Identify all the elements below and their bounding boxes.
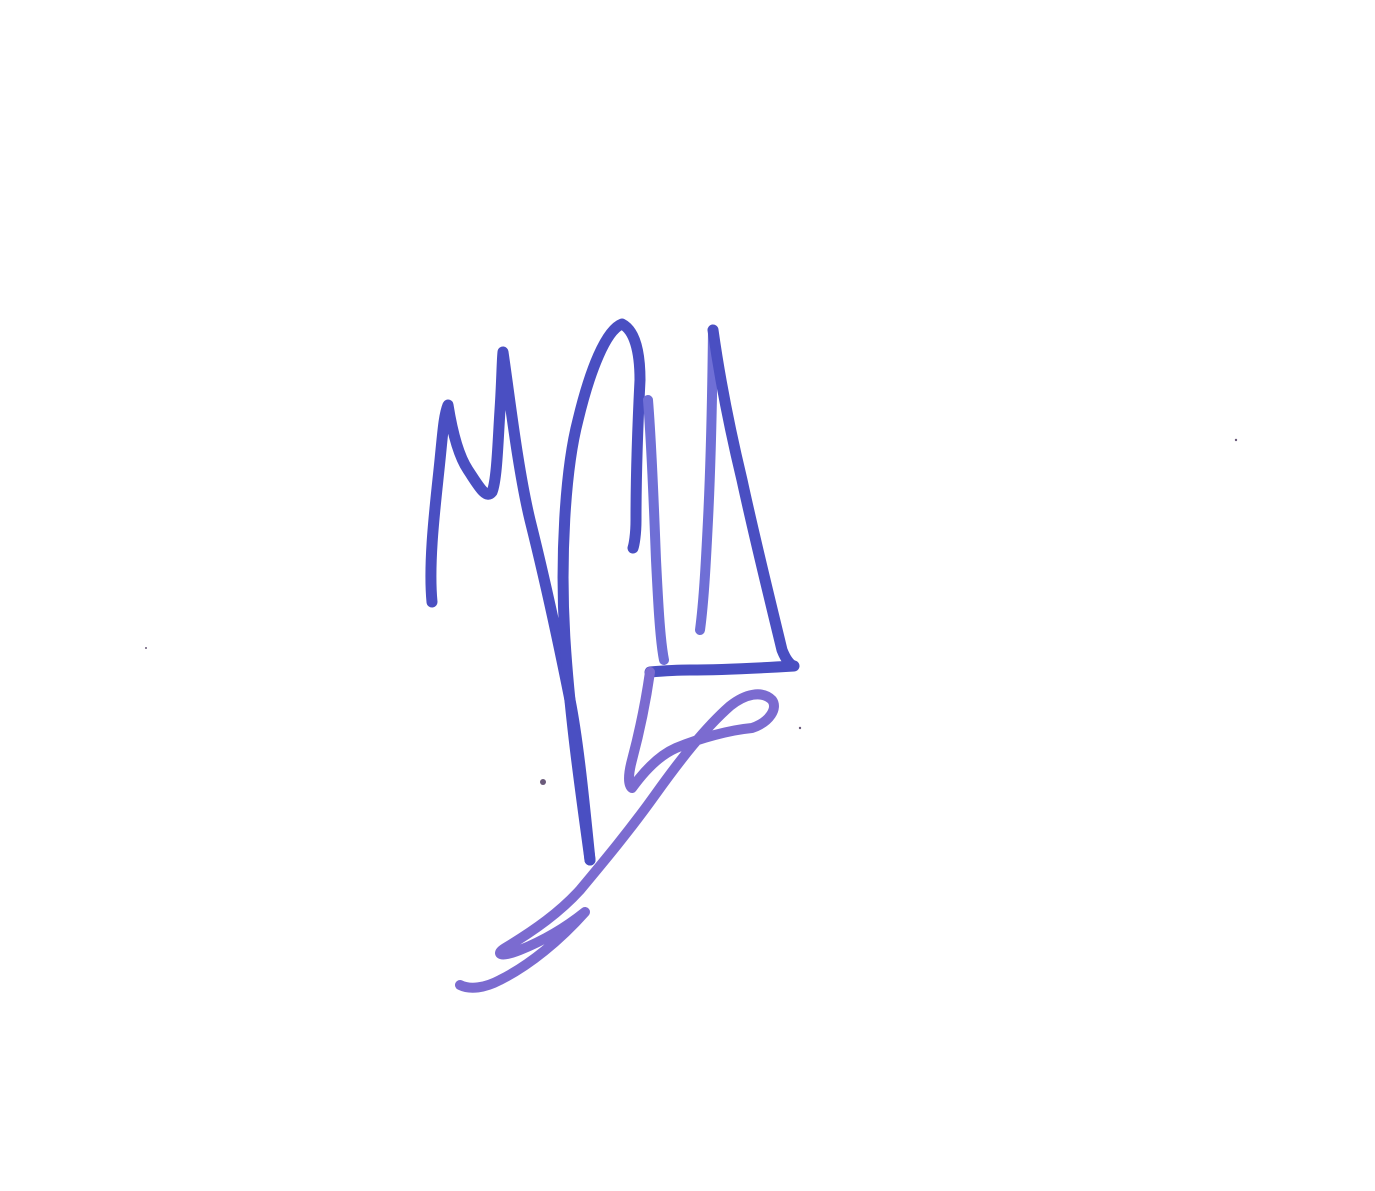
signature-stroke-inner <box>648 330 713 660</box>
ink-speck <box>540 779 546 785</box>
ink-speck <box>799 727 801 729</box>
signature-stroke-triangle <box>650 330 794 672</box>
ink-speck <box>145 647 147 649</box>
ink-speck <box>1235 439 1237 441</box>
signature-stroke-tail <box>460 672 774 988</box>
